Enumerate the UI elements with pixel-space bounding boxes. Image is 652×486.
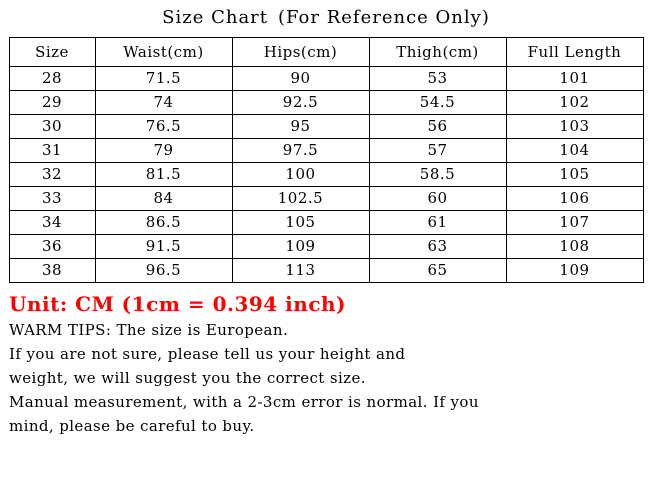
cell-hips: 97.5 [232,139,369,163]
cell-full-length: 105 [506,163,643,187]
cell-size: 36 [9,235,95,259]
column-header-thigh: Thigh(cm) [369,38,506,67]
cell-full-length: 102 [506,91,643,115]
column-header-full-length: Full Length [506,38,643,67]
cell-thigh: 65 [369,259,506,283]
cell-hips: 105 [232,211,369,235]
table-row [9,235,643,259]
cell-hips: 100 [232,163,369,187]
cell-hips: 95 [232,115,369,139]
cell-hips: 113 [232,259,369,283]
cell-thigh: 58.5 [369,163,506,187]
cell-waist: 79 [95,139,232,163]
cell-full-length: 103 [506,115,643,139]
cell-size: 30 [9,115,95,139]
cell-waist: 74 [95,91,232,115]
column-header-size: Size [9,38,95,67]
cell-waist: 86.5 [95,211,232,235]
cell-hips: 92.5 [232,91,369,115]
page-title-sub: (For Reference Only) [278,7,490,28]
cell-thigh: 53 [369,67,506,91]
cell-thigh: 56 [369,115,506,139]
table-row [9,139,643,163]
cell-size: 29 [9,91,95,115]
cell-thigh: 61 [369,211,506,235]
cell-thigh: 54.5 [369,91,506,115]
cell-size: 38 [9,259,95,283]
cell-size: 34 [9,211,95,235]
table-row [9,163,643,187]
cell-size: 32 [9,163,95,187]
column-header-hips: Hips(cm) [232,38,369,67]
tip-line: WARM TIPS: The size is European. [9,321,289,339]
cell-waist: 91.5 [95,235,232,259]
cell-waist: 81.5 [95,163,232,187]
tip-line: weight, we will suggest you the correct size. [9,369,366,387]
table-row [9,67,643,91]
tip-line: If you are not sure, please tell us your height and [9,345,406,363]
cell-full-length: 108 [506,235,643,259]
table-row [9,187,643,211]
cell-thigh: 57 [369,139,506,163]
cell-hips: 109 [232,235,369,259]
cell-full-length: 107 [506,211,643,235]
cell-thigh: 60 [369,187,506,211]
cell-full-length: 101 [506,67,643,91]
cell-size: 33 [9,187,95,211]
cell-waist: 96.5 [95,259,232,283]
cell-hips: 90 [232,67,369,91]
cell-waist: 84 [95,187,232,211]
cell-waist: 76.5 [95,115,232,139]
size-chart-table [9,37,644,283]
cell-waist: 71.5 [95,67,232,91]
table-row [9,115,643,139]
cell-size: 31 [9,139,95,163]
warm-tips [9,319,646,437]
unit-note: Unit: CM (1cm = 0.394 inch) [9,292,346,316]
table-header-row [9,38,643,67]
page-title-main: Size Chart [162,7,269,28]
column-header-waist: Waist(cm) [95,38,232,67]
cell-full-length: 104 [506,139,643,163]
cell-full-length: 106 [506,187,643,211]
cell-size: 28 [9,67,95,91]
table-row [9,211,643,235]
tip-line: mind, please be careful to buy. [9,417,255,435]
table-row [9,259,643,283]
page-title [0,0,652,34]
cell-thigh: 63 [369,235,506,259]
tip-line: Manual measurement, with a 2-3cm error is normal. If you [9,393,479,411]
table-row [9,91,643,115]
cell-full-length: 109 [506,259,643,283]
cell-hips: 102.5 [232,187,369,211]
